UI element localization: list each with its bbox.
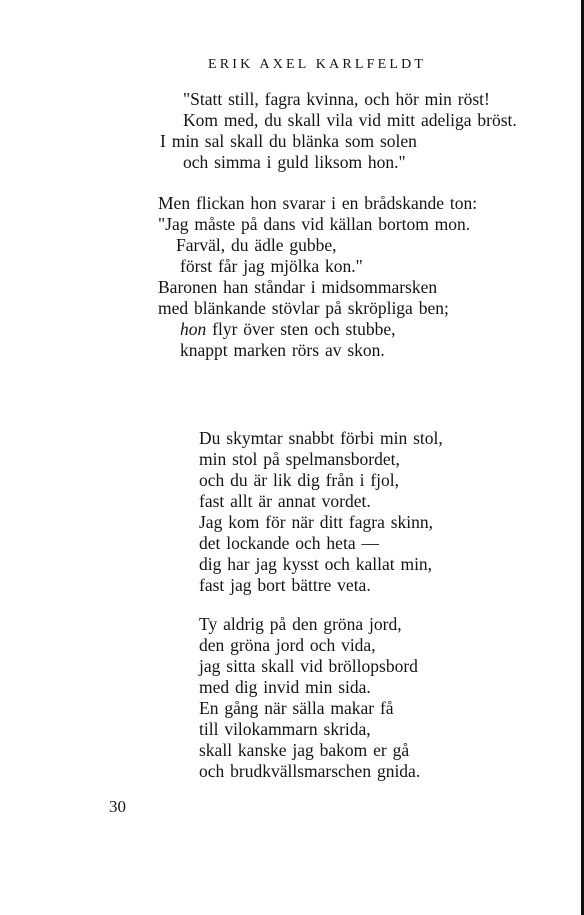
verse-line: den gröna jord och vida, (199, 635, 376, 655)
verse-line: Du skymtar snabbt förbi min stol, (199, 428, 443, 448)
verse-line: knappt marken rörs av skon. (180, 340, 385, 360)
verse-line: Ty aldrig på den gröna jord, (199, 614, 402, 634)
verse-line: min stol på spelmansbordet, (199, 449, 400, 469)
page-number: 30 (109, 797, 126, 816)
verse-line: först får jag mjölka kon." (180, 256, 363, 276)
verse-line: med dig invid min sida. (199, 677, 371, 697)
verse-line: I min sal skall du blänka som solen (160, 131, 417, 151)
verse-line: fast allt är annat vordet. (199, 491, 371, 511)
verse-line: dig har jag kysst och kallat min, (199, 554, 433, 574)
verse-line-rest: flyr över sten och stubbe, (212, 319, 396, 339)
verse-line-italic-start (180, 319, 396, 339)
verse-line: skall kanske jag bakom er gå (199, 740, 410, 760)
verse-line: till vilokammarn skrida, (199, 719, 371, 739)
verse-line: Men flickan hon svarar i en brådskande ton: (158, 193, 478, 213)
verse-line: jag sitta skall vid bröllopsbord (199, 656, 418, 676)
verse-line: det lockande och heta — (199, 533, 379, 553)
verse-line: Baronen han ståndar i midsommarsken (158, 277, 438, 297)
verse-line: En gång när sälla makar få (199, 698, 394, 718)
running-head: ERIK AXEL KARLFELDT (208, 57, 427, 72)
verse-line: Kom med, du skall vila vid mitt adeliga bröst. (183, 110, 517, 130)
verse-line: och brudkvällsmarschen gnida. (199, 761, 421, 781)
italic-word: hon (180, 319, 207, 339)
verse-line: och du är lik dig från i fjol, (199, 470, 400, 490)
verse-line: Jag kom för när ditt fagra skinn, (199, 512, 434, 532)
verse-line: "Statt still, fagra kvinna, och hör min röst! (183, 89, 490, 109)
verse-line: fast jag bort bättre veta. (199, 575, 371, 595)
verse-line: Farväl, du ädle gubbe, (176, 235, 337, 255)
verse-line: och simma i guld liksom hon." (183, 152, 406, 172)
verse-line: med blänkande stövlar på skröpliga ben; (158, 298, 449, 318)
verse-line: "Jag måste på dans vid källan bortom mon. (158, 214, 471, 234)
